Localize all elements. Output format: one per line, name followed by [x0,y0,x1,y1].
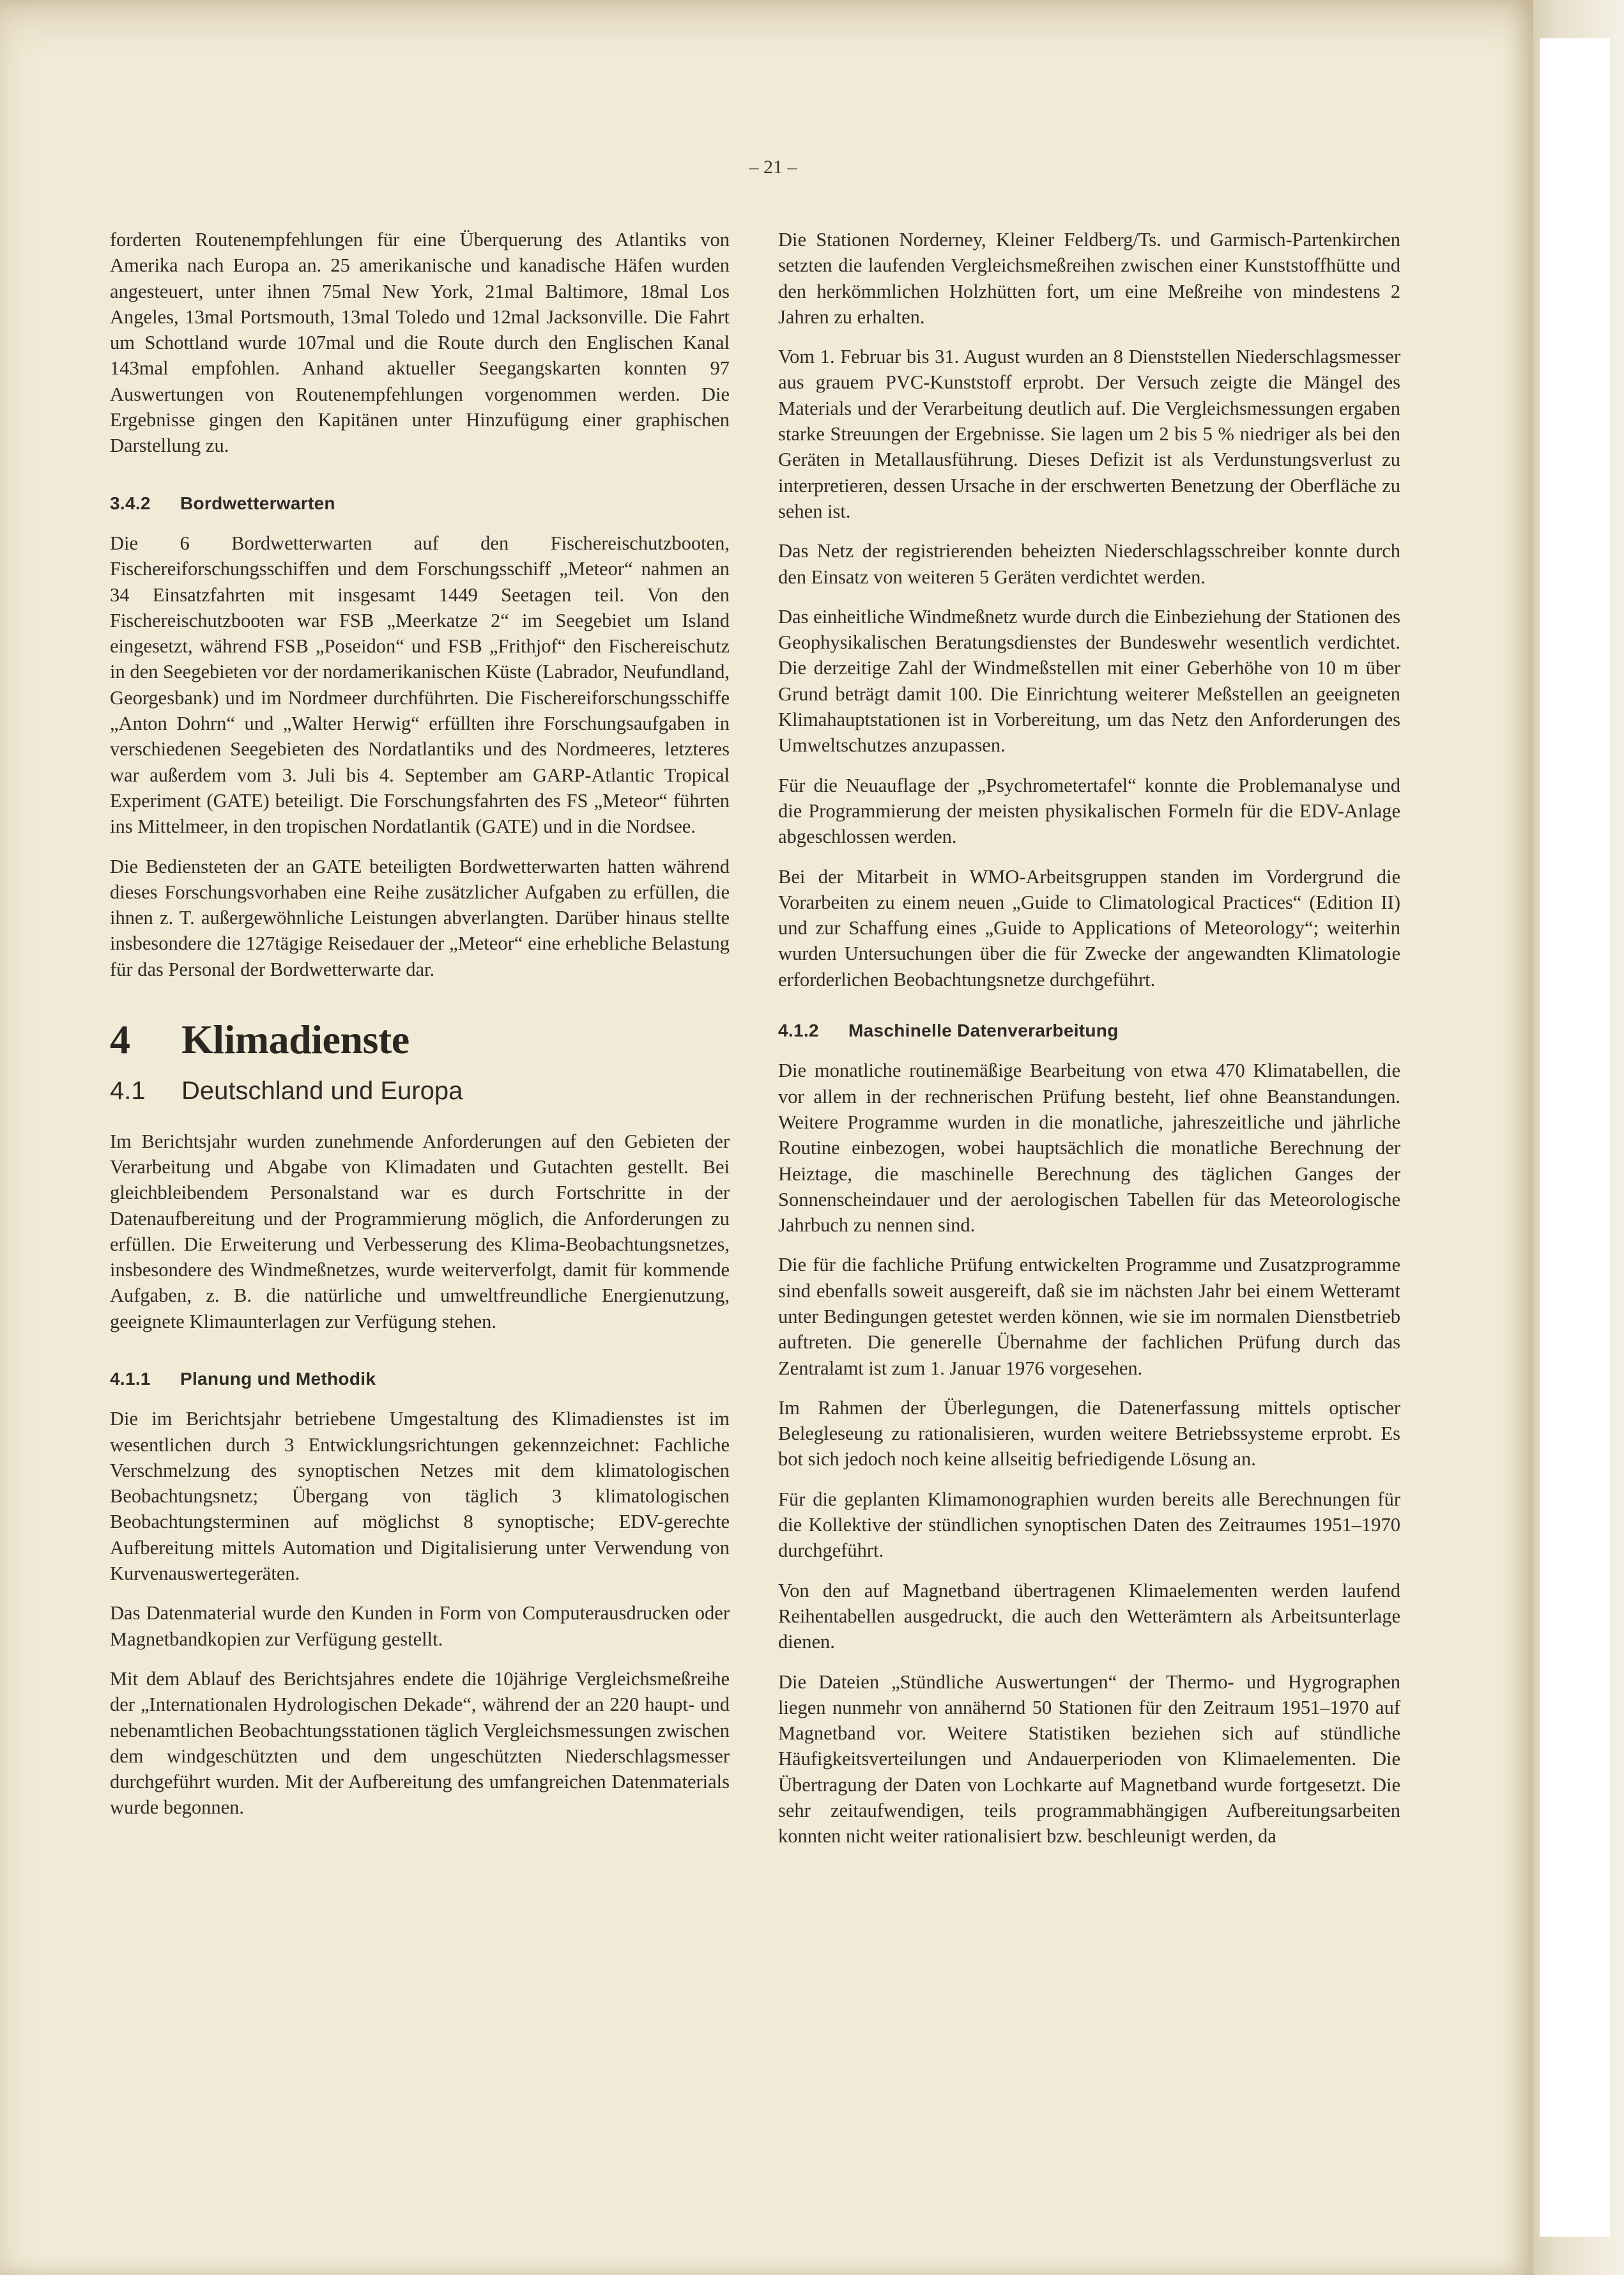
right-column [778,227,1400,1863]
paragraph: Die Bediensteten der an GATE beteiligten Bordwetterwarten hatten während dieses Forschungsvorhaben eine Reihe zusätzlicher Aufgaben zu erfüllen, die ihnen z. T. außergewöhnliche Leistungen abverlangten. Darüber hinaus stellte insbesondere die 127tägige Reisedauer der „Meteor“ eine erhebliche Belastung für das Personal der Bordwetterwarte dar. [110,855,730,980]
section-number: 4.1 [110,1077,146,1106]
chapter-heading-4 [110,1017,730,1063]
section-title: Deutschland und Europa [181,1077,463,1106]
paragraph: Das einheitliche Windmeßnetz wurde durch die Einbeziehung der Stationen des Geophysikalischen Beratungsdienstes der Bundeswehr wesentlich verdichtet. Die derzeitige Zahl der Windmeßstellen mit einer Geberhöhe von 10 m über Grund beträgt damit 100. Die Einrichtung weiterer Meßstellen an geeigneten Klimahauptstationen ist in Vorbereitung, um das Netz den Anforderungen des Umweltschutzes anzupassen. [778,605,1400,757]
paragraph: Bei der Mitarbeit in WMO-Arbeitsgruppen standen im Vordergrund die Vorarbeiten zu einem neuen „Guide to Climatological Practices“ (Edition II) und zur Schaffung eines „Guide to Applications of Meteorology“; weiterhin wurden Untersuchungen über die für Zwecke der angewandten Klimatologie erforderlichen Beobachtungsnetze durchgeführt. [778,865,1400,991]
section-heading-4-1 [110,1078,730,1104]
paragraph: Die im Berichtsjahr betriebene Umgestaltung des Klimadienstes ist im wesentlichen durch 3 Entwicklungsrichtungen gekennzeichnet: Fachliche Verschmelzung des synoptischen Netzes mit dem klimatologischen Beobachtungsnetz; Übergang von täglich 3 klimatologischen Beobachtungsterminen auf möglichst 8 synoptische; EDV-gerechte Aufbereitung mittels Automation und Digitalisierung unter Verwendung von Kurvenauswertegeräten. [110,1408,730,1585]
paragraph: Die Stationen Norderney, Kleiner Feldberg/Ts. und Garmisch-Partenkirchen setzten die laufenden Vergleichsmeßreihen zwischen einer Kunststoffhütte und den herkömmlichen Holzhütten fort, um eine Meßreihe von mindestens 2 Jahren zu erhalten. [778,229,1400,328]
chapter-number: 4 [110,1017,130,1063]
section-title: Bordwetterwarten [180,493,335,513]
paragraph: Mit dem Ablauf des Berichtsjahres endete die 10jährige Vergleichsmeßreihe der „Internationalen Hydrologischen Dekade“, während der an 220 haupt- und nebenamtlichen Beobachtungsstationen täglich Vergleichsmessungen zwischen dem windgeschützten und dem ungeschützten Niederschlagsmesser durchgeführt wurden. Mit der Aufbereitung des umfangreichen Datenmaterials wurde begonnen. [110,1667,730,1819]
section-number: 3.4.2 [110,493,151,513]
page-number: – 21 – [749,157,797,178]
section-number: 4.1.2 [778,1021,819,1041]
paragraph: Das Netz der registrierenden beheizten Niederschlagsschreiber konnte durch den Einsatz von weiteren 5 Geräten verdichtet werden. [778,540,1400,588]
left-column [110,227,730,1835]
section-heading-3-4-2 [110,491,730,516]
paragraph: Die monatliche routinemäßige Bearbeitung von etwa 470 Klimatabellen, die vor allem in der rechnerischen Prüfung besteht, lief ohne Beanstandungen. Weitere Programme wurden in die monatliche, jahreszeitliche und jährliche Routine einbezogen, wobei hauptsächlich die monatliche Berechnung der Heiztage, die maschinelle Berechnung des täglichen Ganges der Sonnenscheindauer und der aerologischen Tabellen für das Meteorologische Jahrbuch zu nennen sind. [778,1060,1400,1237]
paragraph: Im Rahmen der Überlegungen, die Datenerfassung mittels optischer Belegleseung zu rationalisieren, wurden weitere Betriebssysteme erprobt. Es bot sich jedoch noch keine allseitig befriedigende Lösung an. [778,1396,1400,1470]
section-heading-4-1-1 [110,1366,730,1392]
paragraph: Die Dateien „Stündliche Auswertungen“ der Thermo- und Hygrographen liegen nunmehr von annähernd 50 Stationen für den Zeitraum 1951–1970 auf Magnetband vor. Weitere Statistiken beziehen sich auf stündliche Häufigkeitsverteilungen und Andauerperioden von Klimaelementen. Die Übertragung der Daten von Lochkarte auf Magnetband wurde fortgesetzt. Die sehr zeitaufwendigen, teils programmabhängigen Aufbereitungsarbeiten konnten nicht weiter rationalisiert bzw. beschleunigt werden, da [778,1670,1400,1847]
paragraph: Von den auf Magnetband übertragenen Klimaelementen werden laufend Reihentabellen ausgedruckt, die auch den Wetterämtern als Arbeitsunterlage dienen. [778,1579,1400,1653]
paragraph: Für die Neuauflage der „Psychrometertafel“ konnte die Problemanalyse und die Programmierung der meisten physikalischen Formeln für die EDV-Anlage abgeschlossen werden. [778,774,1400,848]
section-title: Maschinelle Datenverarbeitung [848,1021,1119,1041]
paragraph: Die für die fachliche Prüfung entwickelten Programme und Zusatzprogramme sind ebenfalls soweit ausgereift, daß sie im nächsten Jahr bei einem Wetteramt unter Bedingungen getestet werden können, wie sie im normalen Dienstbetrieb auftreten. Die generelle Übernahme der fachlichen Prüfung durch das Zentralamt ist zum 1. Januar 1976 vorgesehen. [778,1254,1400,1379]
section-heading-4-1-2 [778,1018,1400,1044]
paragraph: Vom 1. Februar bis 31. August wurden an 8 Dienststellen Niederschlagsmesser aus grauem PVC-Kunststoff erprobt. Der Versuch zeigte die Mängel des Materials und der Verarbeitung deutlich auf. Die Vergleichsmessungen ergaben starke Streuungen der Ergebnisse. Sie lagen um 2 bis 5 % niedriger als bei den Geräten in Metallausführung. Dieses Defizit ist als Verdunstungsverlust zu interpretieren, dessen Ursache in der erschwerten Benetzung der Oberfläche zu sehen ist. [778,346,1400,522]
paragraph: Im Berichtsjahr wurden zunehmende Anforderungen auf den Gebieten der Verarbeitung und Abgabe von Klimadaten und Gutachten gestellt. Bei gleichbleibendem Personalstand war es durch Fortschritte in der Datenaufbereitung und der Programmierung möglich, die Anforderungen zu erfüllen. Die Erweiterung und Verbesserung des Klima-Beobachtungsnetzes, insbesondere des Windmeßnetzes, wurde weiterverfolgt, damit für kommende Aufgaben, z. B. die natürliche und umweltfreundliche Energienutzung, geeignete Klimaunterlagen zur Verfügung stehen. [110,1130,730,1332]
section-number: 4.1.1 [110,1368,151,1389]
next-page-edge [1540,38,1610,2237]
section-title: Planung und Methodik [180,1368,376,1389]
chapter-title: Klimadienste [181,1017,410,1063]
paragraph: forderten Routenempfehlungen für eine Überquerung des Atlantiks von Amerika nach Europa an. 25 amerikanische und kanadische Häfen wurden angesteuert, unter ihnen 75mal New York, 21mal Baltimore, 18mal Los Angeles, 13mal Portsmouth, 13mal Toledo und 12mal Jacksonville. Die Fahrt um Schottland wurde 107mal und die Route durch den Englischen Kanal 143mal empfohlen. Anhand aktueller Seegangskarten konnten 97 Auswertungen von Routenempfehlungen vorgenommen werden. Die Ergebnisse gingen den Kapitänen unter Hinzufügung einer graphischen Darstellung zu. [110,229,730,457]
paragraph: Für die geplanten Klimamonographien wurden bereits alle Berechnungen für die Kollektive der stündlichen synoptischen Daten des Zeitraumes 1951–1970 durchgeführt. [778,1488,1400,1562]
paragraph: Die 6 Bordwetterwarten auf den Fischereischutzbooten, Fischereiforschungsschiffen und dem Forschungsschiff „Meteor“ nahmen an 34 Einsatzfahrten mit insgesamt 1449 Seetagen teil. Von den Fischereischutzbooten war FSB „Meerkatze 2“ im Seegebiet um Island eingesetzt, während FSB „Poseidon“ und FSB „Frithjof“ den Fischereischutz in den Seegebieten vor der nordamerikanischen Küste (Labrador, Neufundland, Georgesbank) und im Nordmeer durchführten. Die Fischereiforschungsschiffe „Anton Dohrn“ und „Walter Herwig“ erfüllten ihre Forschungsaufgaben in verschiedenen Seegebieten des Nordatlantiks und des Nordmeeres, letzteres war außerdem vom 3. Juli bis 4. September am GARP-Atlantic Tropical Experiment (GATE) beteiligt. Die Forschungsfahrten des FS „Meteor“ führten ins Mittelmeer, in den tropischen Nordatlantik (GATE) und in die Nordsee. [110,532,730,838]
paragraph: Das Datenmaterial wurde den Kunden in Form von Computerausdrucken oder Magnetbandkopien zur Verfügung gestellt. [110,1602,730,1650]
